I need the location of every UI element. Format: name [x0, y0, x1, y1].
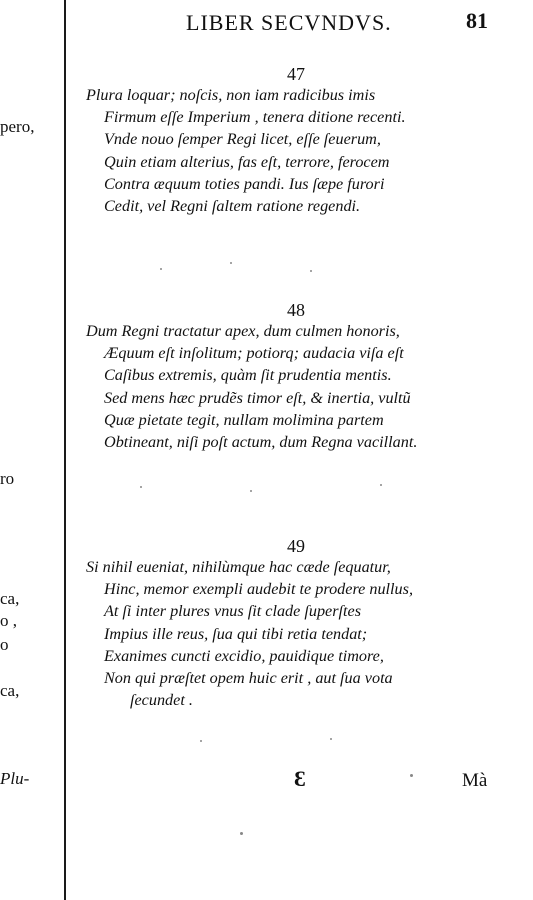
verse-line: Cedit, vel Regni ſaltem ratione regendi. [104, 197, 361, 216]
verse-line: ſecundet . [130, 691, 193, 710]
verse-line: Obtineant, niſi poſt actum, dum Regna vacillant. [104, 433, 418, 452]
verse-line: Sed mens hæc prudẽs timor eſt, & inertia, vultũ [104, 388, 411, 407]
page-number: 81 [466, 8, 488, 33]
margin-fragment: ca, [0, 589, 20, 608]
print-speck [310, 270, 312, 272]
margin-fragment: Plu- [0, 769, 30, 788]
stanza-48 [86, 300, 526, 453]
print-speck [160, 268, 162, 270]
stanza-47 [86, 64, 526, 217]
print-speck [250, 490, 252, 492]
stanza-number: 48 [287, 300, 305, 320]
verse-line: Contra æquum toties pandi. Ius ſæpe furori [104, 174, 385, 193]
binding-gutter-line [64, 0, 66, 900]
margin-fragment: o , [0, 611, 17, 630]
verse-line: Dum Regni tractatur apex, dum culmen honoris, [86, 322, 400, 340]
stanza-number: 47 [287, 64, 305, 84]
verse-line: Non qui præſtet opem huic erit , aut ſua vota [104, 669, 393, 688]
verse-line: Vnde nouo ſemper Regi licet, eſſe ſeuerum, [104, 130, 381, 149]
print-speck [380, 484, 382, 486]
verse-line: Caſibus extremis, quàm ſit prudentia mentis. [104, 366, 392, 385]
margin-fragment: o [0, 635, 9, 654]
print-speck [330, 738, 332, 740]
catchword: Mà [462, 770, 488, 791]
print-speck [140, 486, 142, 488]
verse-line: Plura loquar; noſcis, non iam radicibus imis [86, 86, 376, 104]
verse-line: At ſi inter plures vnus ſit clade ſuperſtes [104, 602, 362, 621]
margin-fragment: ca, [0, 681, 20, 700]
verse-line: Si nihil eueniat, nihilùmque hac cæde ſequatur, [86, 558, 391, 576]
print-speck [240, 832, 243, 835]
print-speck [410, 774, 413, 777]
verse-line: Quæ pietate tegit, nullam molimina partem [104, 410, 384, 429]
stanza-number: 49 [287, 536, 305, 556]
ornament-glyph: Ɛ [294, 766, 306, 791]
margin-fragment: pero, [0, 117, 35, 136]
verse-line: Exanimes cuncti excidio, pauidique timore, [104, 646, 384, 665]
verse-line: Firmum eſſe Imperium , tenera ditione recenti. [104, 108, 406, 127]
print-speck [200, 740, 202, 742]
verse-line: Quin etiam alterius, fas eſt, terrore, ferocem [104, 152, 390, 171]
print-speck [230, 262, 232, 264]
stanza-49 [86, 536, 526, 711]
running-title: LIBER SECVNDVS. [186, 10, 392, 35]
verse-line: Impius ille reus, ſua qui tibi retia tendat; [104, 624, 368, 643]
verse-line: Æquum eſt inſolitum; potiorq; audacia viſa eſt [104, 344, 404, 363]
verse-line: Hinc, memor exempli audebit te prodere nullus, [104, 580, 413, 599]
margin-fragment: ro [0, 469, 15, 488]
